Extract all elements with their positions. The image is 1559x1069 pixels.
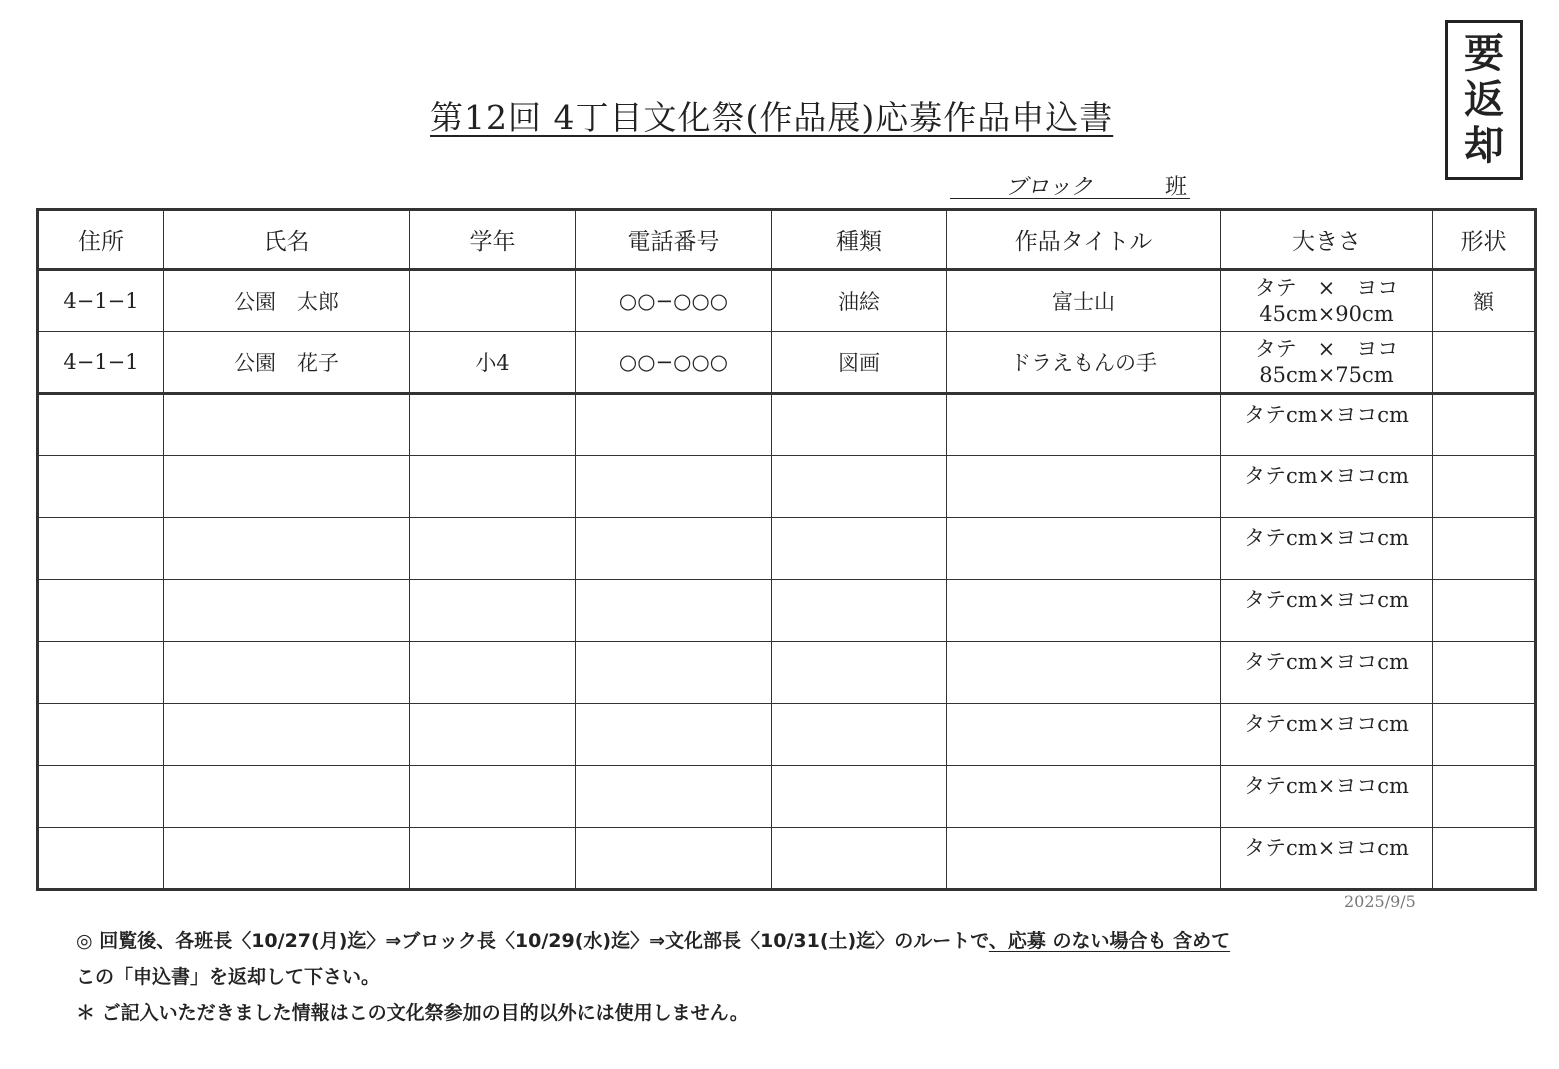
cell-shape[interactable] — [1433, 642, 1536, 704]
cell-shape[interactable] — [1433, 766, 1536, 828]
cell-size[interactable]: タテcm×ヨコcm — [1221, 580, 1433, 642]
cell-shape[interactable] — [1433, 518, 1536, 580]
cell-size[interactable]: タテcm×ヨコcm — [1221, 828, 1433, 890]
cell-size[interactable]: タテcm×ヨコcm — [1221, 704, 1433, 766]
cell-address[interactable] — [38, 828, 164, 890]
cell-grade[interactable] — [410, 518, 576, 580]
header-shape: 形状 — [1433, 210, 1536, 270]
instruction-route: ◎ 回覧後、各班長〈10/27(月)迄〉⇒ブロック長〈10/29(水)迄〉⇒文化部長〈10/31(土)迄〉のルートで — [76, 930, 989, 952]
cell-name[interactable] — [164, 394, 410, 456]
cell-phone[interactable] — [576, 766, 772, 828]
cell-grade[interactable] — [410, 642, 576, 704]
header-kind: 種類 — [772, 210, 947, 270]
cell-work-title[interactable] — [947, 642, 1221, 704]
cell-work-title[interactable] — [947, 580, 1221, 642]
table-row — [38, 642, 1536, 704]
cell-size[interactable]: タテcm×ヨコcm — [1221, 456, 1433, 518]
block-label: ブロック — [1005, 175, 1093, 200]
document-date: 2025/9/5 — [1344, 892, 1416, 911]
cell-size[interactable]: タテcm×ヨコcm — [1221, 394, 1433, 456]
header-size: 大きさ — [1221, 210, 1433, 270]
instructions — [76, 924, 1230, 1032]
cell-shape[interactable] — [1433, 704, 1536, 766]
cell-phone[interactable] — [576, 828, 772, 890]
table-row — [38, 332, 1536, 394]
header-address: 住所 — [38, 210, 164, 270]
cell-shape[interactable] — [1433, 456, 1536, 518]
cell-address[interactable]: 4−1−1 — [38, 332, 164, 394]
cell-address[interactable] — [38, 580, 164, 642]
cell-kind[interactable] — [772, 456, 947, 518]
cell-grade[interactable] — [410, 456, 576, 518]
cell-size[interactable] — [1221, 332, 1433, 394]
header-phone: 電話番号 — [576, 210, 772, 270]
size-value: 45cm×90cm — [1259, 302, 1394, 326]
cell-name[interactable] — [164, 766, 410, 828]
cell-address[interactable] — [38, 456, 164, 518]
cell-name[interactable] — [164, 642, 410, 704]
cell-shape[interactable] — [1433, 580, 1536, 642]
table-row — [38, 270, 1536, 332]
cell-size[interactable]: タテcm×ヨコcm — [1221, 642, 1433, 704]
cell-kind[interactable] — [772, 828, 947, 890]
cell-phone[interactable] — [576, 518, 772, 580]
table-row — [38, 394, 1536, 456]
stamp-char-2: 返 — [1464, 77, 1504, 123]
cell-address[interactable] — [38, 394, 164, 456]
header-work-title: 作品タイトル — [947, 210, 1221, 270]
header-name: 氏名 — [164, 210, 410, 270]
cell-name[interactable] — [164, 518, 410, 580]
instruction-line-1 — [76, 924, 1230, 960]
stamp-char-3: 却 — [1464, 123, 1504, 169]
privacy-note: ＊ ご記入いただきました情報はこの文化祭参加の目的以外には使用しません。 — [76, 1002, 749, 1024]
table-row — [38, 766, 1536, 828]
cell-phone[interactable] — [576, 642, 772, 704]
cell-grade[interactable] — [410, 270, 576, 332]
cell-name[interactable] — [164, 828, 410, 890]
cell-name[interactable] — [164, 580, 410, 642]
table-row — [38, 828, 1536, 890]
cell-size[interactable]: タテcm×ヨコcm — [1221, 518, 1433, 580]
instruction-underlined: 、応募 のない場合も 含めて — [988, 930, 1231, 952]
cell-work-title[interactable] — [947, 518, 1221, 580]
cell-address[interactable] — [38, 642, 164, 704]
table-header-row — [38, 210, 1536, 270]
cell-address[interactable] — [38, 704, 164, 766]
cell-name[interactable] — [164, 456, 410, 518]
application-table — [36, 208, 1537, 891]
cell-address[interactable] — [38, 766, 164, 828]
cell-kind[interactable] — [772, 766, 947, 828]
cell-work-title[interactable] — [947, 704, 1221, 766]
cell-shape[interactable] — [1433, 394, 1536, 456]
header-grade: 学年 — [410, 210, 576, 270]
cell-kind[interactable] — [772, 642, 947, 704]
cell-work-title[interactable] — [947, 828, 1221, 890]
size-value: 85cm×75cm — [1259, 363, 1394, 387]
cell-size[interactable] — [1221, 270, 1433, 332]
cell-grade[interactable] — [410, 580, 576, 642]
cell-phone[interactable] — [576, 456, 772, 518]
block-han-field[interactable] — [950, 168, 1190, 199]
cell-name[interactable]: 公園 花子 — [164, 332, 410, 394]
cell-work-title[interactable]: 富士山 — [947, 270, 1221, 332]
table-row — [38, 580, 1536, 642]
cell-phone[interactable] — [576, 704, 772, 766]
cell-kind[interactable]: 図画 — [772, 332, 947, 394]
table-row — [38, 518, 1536, 580]
size-labels: タテ × ヨコ — [1254, 276, 1399, 300]
cell-work-title[interactable] — [947, 766, 1221, 828]
stamp-char-1: 要 — [1464, 31, 1504, 77]
cell-grade[interactable] — [410, 704, 576, 766]
cell-address[interactable]: 4−1−1 — [38, 270, 164, 332]
cell-kind[interactable] — [772, 704, 947, 766]
cell-kind[interactable] — [772, 518, 947, 580]
cell-work-title[interactable] — [947, 456, 1221, 518]
instruction-line-2: この「申込書」を返却して下さい。 — [76, 966, 381, 988]
han-label: 班 — [1165, 175, 1188, 200]
cell-work-title[interactable]: ドラえもんの手 — [947, 332, 1221, 394]
cell-grade[interactable] — [410, 828, 576, 890]
cell-phone[interactable]: ○○−○○○ — [576, 270, 772, 332]
cell-grade[interactable] — [410, 394, 576, 456]
return-required-stamp — [1445, 20, 1523, 180]
size-labels: タテ × ヨコ — [1254, 337, 1399, 361]
cell-phone[interactable] — [576, 394, 772, 456]
cell-work-title[interactable] — [947, 394, 1221, 456]
table-row — [38, 456, 1536, 518]
cell-shape[interactable] — [1433, 332, 1536, 394]
cell-phone[interactable] — [576, 580, 772, 642]
page-title: 第12回 4丁目文化祭(作品展)応募作品申込書 — [430, 98, 1114, 137]
cell-phone[interactable]: ○○−○○○ — [576, 332, 772, 394]
cell-name[interactable] — [164, 704, 410, 766]
cell-size[interactable]: タテcm×ヨコcm — [1221, 766, 1433, 828]
cell-kind[interactable] — [772, 394, 947, 456]
cell-shape[interactable] — [1433, 828, 1536, 890]
cell-address[interactable] — [38, 518, 164, 580]
cell-name[interactable]: 公園 太郎 — [164, 270, 410, 332]
table-row — [38, 704, 1536, 766]
cell-grade[interactable] — [410, 766, 576, 828]
cell-kind[interactable]: 油絵 — [772, 270, 947, 332]
cell-shape[interactable]: 額 — [1433, 270, 1536, 332]
cell-grade[interactable]: 小4 — [410, 332, 576, 394]
cell-kind[interactable] — [772, 580, 947, 642]
